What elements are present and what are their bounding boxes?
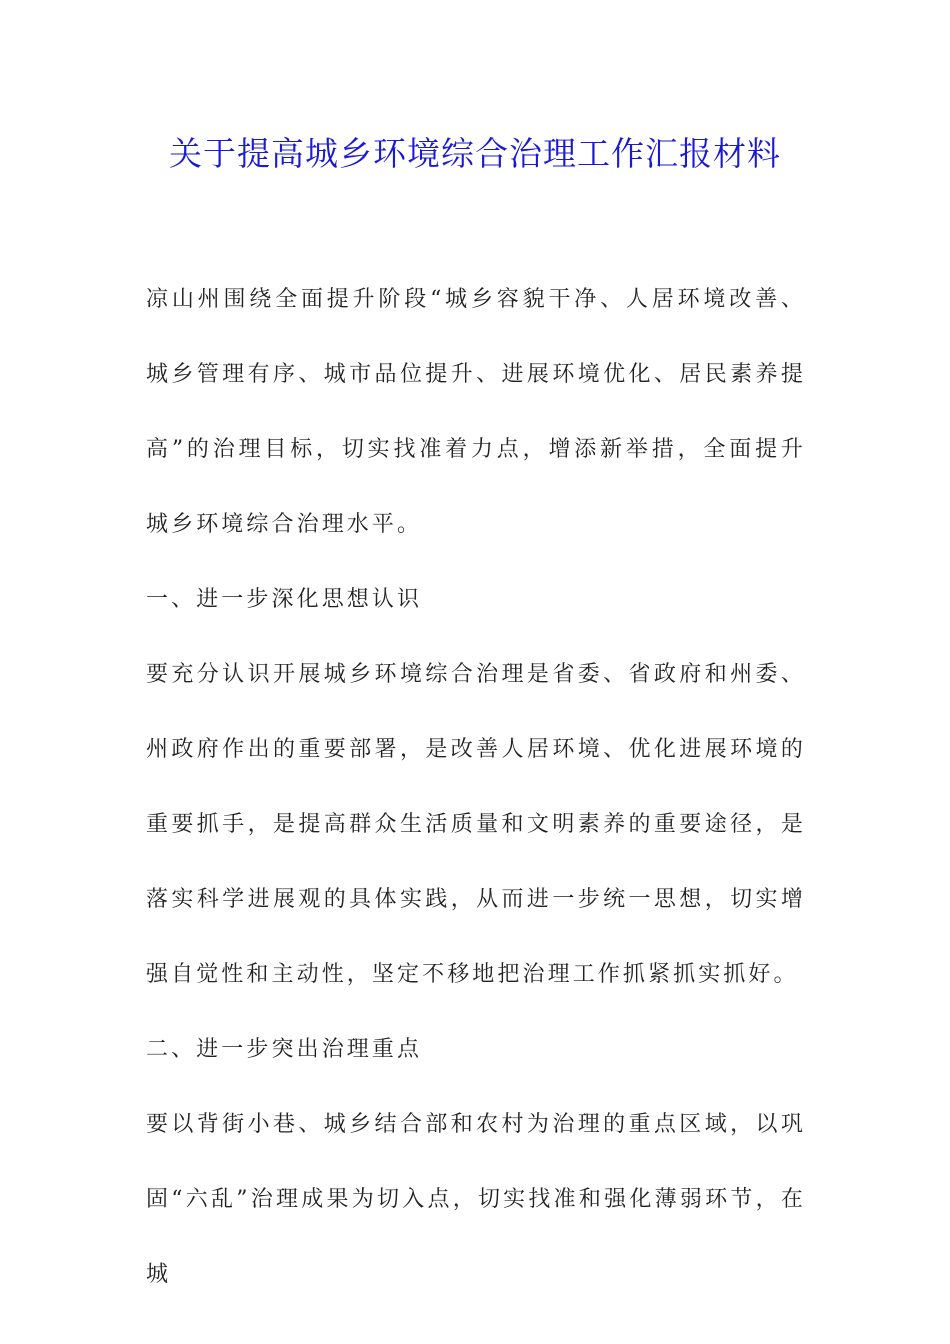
section-heading: 一、进一步深化思想认识 bbox=[146, 587, 423, 612]
section-paragraph: 要充分认识开展城乡环境综合治理是省委、省政府和州委、州政府作出的重要部署，是改善人居环境、优化进展环境的重要抓手，是提高群众生活质量和文明素养的重要途径，是落实科学进展观的具体实践，从而进一步统一思想，切实增强自觉性和主动性，坚定不移地把治理工作抓紧抓实抓好。 bbox=[146, 662, 806, 987]
section-paragraph: 要以背街小巷、城乡结合部和农村为治理的重点区域，以巩固“六乱”治理成果为切入点，切实找准和强化薄弱环节，在城 bbox=[146, 1112, 806, 1287]
intro-paragraph: 凉山州围绕全面提升阶段“城乡容貌干净、人居环境改善、城乡管理有序、城市品位提升、进展环境优化、居民素养提高”的治理目标，切实找准着力点，增添新举措，全面提升城乡环境综合治理水平。 bbox=[146, 287, 806, 537]
document-body bbox=[146, 262, 806, 1312]
document-title: 关于提高城乡环境综合治理工作汇报材料 bbox=[169, 134, 781, 173]
section-heading: 二、进一步突出治理重点 bbox=[146, 1037, 423, 1062]
